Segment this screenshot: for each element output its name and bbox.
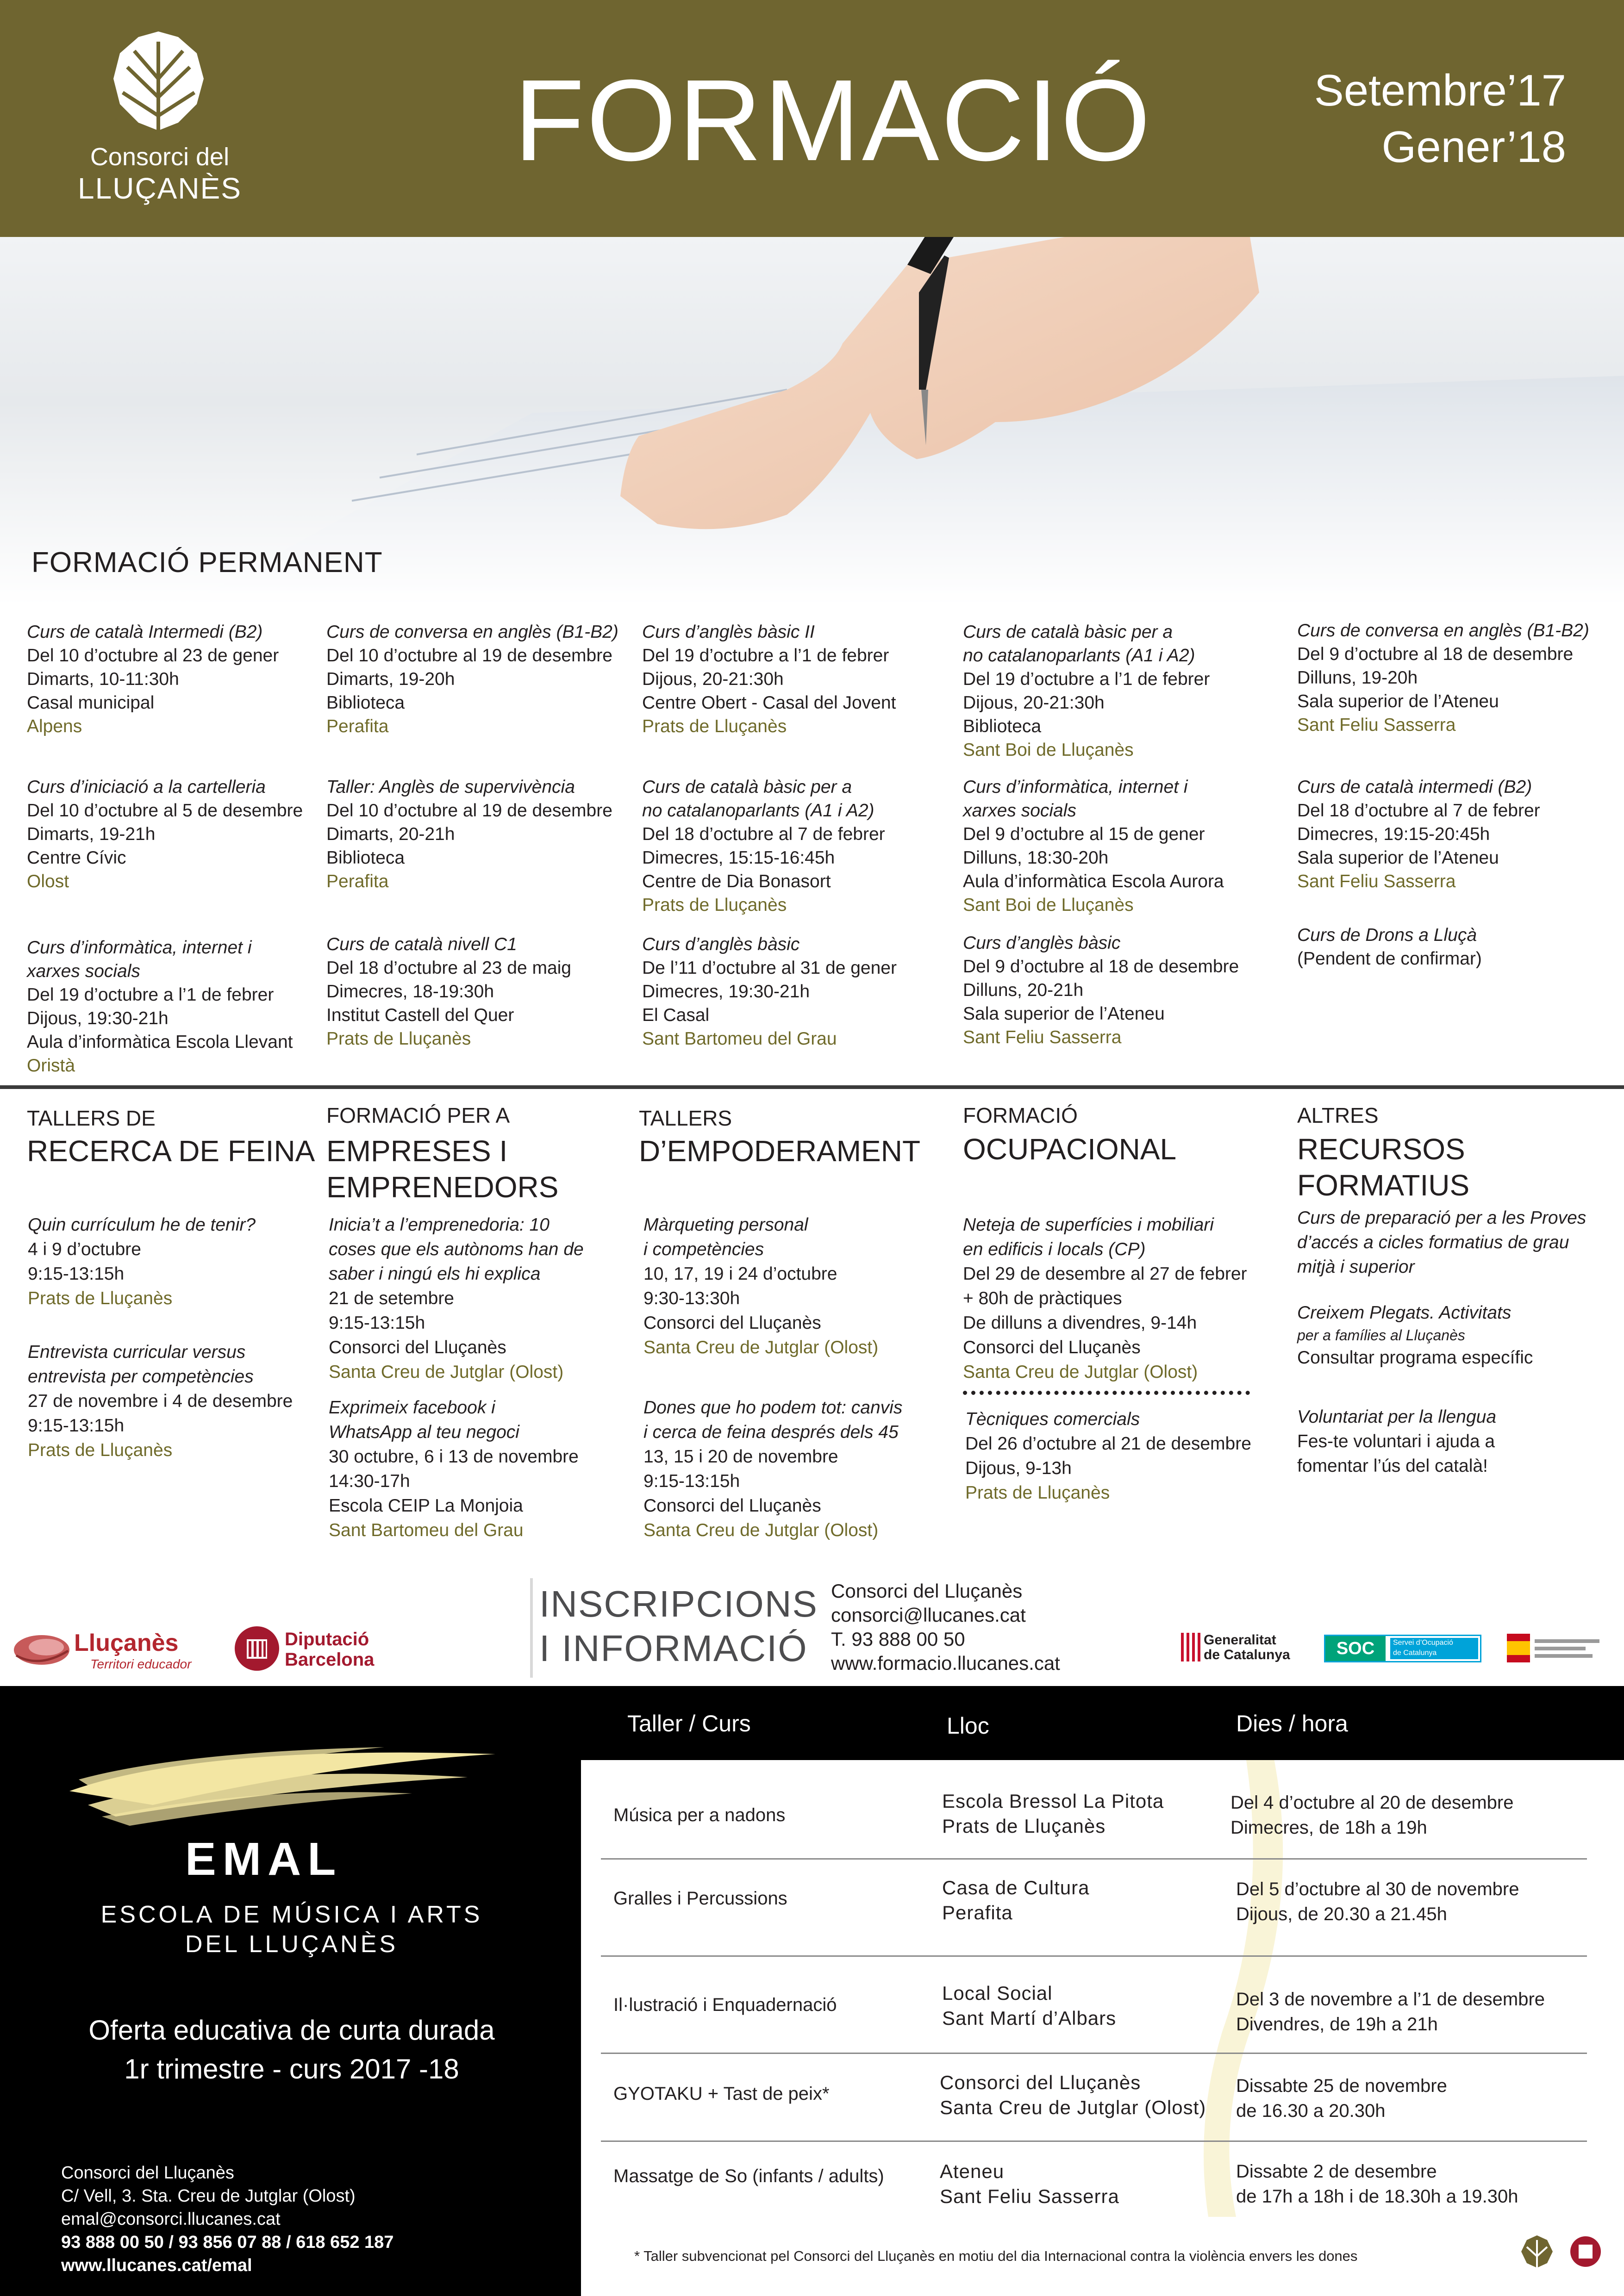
course-card [1297, 775, 1540, 893]
workshop-time: Dijous, 9-13h [965, 1458, 1072, 1478]
category-title-empreses [326, 1133, 558, 1205]
course-card [27, 620, 279, 738]
course-title: Curs de català intermedi (B2) [1297, 777, 1532, 797]
vertical-separator [530, 1578, 533, 1678]
course-town: Oristà [27, 1056, 75, 1076]
workshop-dates: 4 i 9 d’octubre [28, 1239, 141, 1259]
course-title: Curs d’anglès bàsic II [642, 622, 815, 642]
course-venue: Biblioteca [326, 848, 405, 868]
workshop-venue: Consorci del Lluçanès [329, 1338, 506, 1357]
course-schedule: Dijous, 20-21:30h [963, 693, 1105, 713]
course-venue: El Casal [642, 1005, 710, 1025]
course-town: Alpens [27, 716, 82, 736]
diputacio-line2: Barcelona [285, 1649, 375, 1670]
category-small-altres: ALTRES [1297, 1103, 1379, 1127]
table-place-line: Consorci del Lluçanès [940, 2072, 1141, 2093]
workshop-venue: Escola CEIP La Monjoia [329, 1496, 523, 1516]
course-card [642, 933, 897, 1051]
workshop-time: 9:30-13:30h [643, 1288, 740, 1308]
course-dates: Del 19 d’octubre a l’1 de febrer [963, 669, 1210, 689]
course-title: Curs d’anglès bàsic [642, 934, 800, 954]
course-card [963, 775, 1224, 917]
course-schedule: Dimarts, 10-11:30h [27, 669, 179, 689]
date-end: Gener’18 [1381, 122, 1566, 172]
course-title: Curs d’iniciació a la cartelleria [27, 777, 266, 797]
category-title-altres: RECURSOS FORMATIUS [1297, 1132, 1470, 1202]
course-town: Sant Feliu Sasserra [963, 1027, 1122, 1047]
table-days-line: Dijous, de 20.30 a 21.45h [1236, 1904, 1447, 1924]
emal-name: EMAL [185, 1833, 343, 1885]
workshop-town: Sant Bartomeu del Grau [329, 1520, 524, 1540]
resource-title: mitjà i superior [1297, 1257, 1415, 1277]
workshop-dates: 27 de novembre i 4 de desembre [28, 1391, 293, 1411]
course-title: Curs d’informàtica, internet i [963, 777, 1188, 797]
workshop-item [643, 1213, 878, 1360]
soc-logo [1324, 1635, 1481, 1662]
category-small-ocupacional: FORMACIÓ [963, 1103, 1078, 1127]
table-cell-place [942, 1875, 1090, 1925]
workshop-title: saber i ningú els hi explica [329, 1264, 541, 1284]
generalitat-line1: Generalitat [1204, 1632, 1276, 1648]
table-row-divider [601, 1858, 1587, 1860]
course-venue: Aula d’informàtica Escola Aurora [963, 871, 1224, 891]
workshop-town: Santa Creu de Jutglar (Olost) [643, 1338, 879, 1357]
workshop-dates: 30 octubre, 6 i 13 de novembre [329, 1447, 579, 1467]
category-title-line: EMPRESES I [326, 1134, 508, 1168]
ministry-logo-icon [1507, 1634, 1599, 1662]
course-schedule: Dimecres, 19:30-21h [642, 982, 810, 1002]
resource-title: Creixem Plegats. Activitats [1297, 1303, 1512, 1323]
course-town: Sant Boi de Lluçanès [963, 740, 1134, 760]
diputacio-seal-icon [234, 1625, 280, 1672]
resource-line: Consultar programa específic [1297, 1348, 1533, 1368]
course-dates: Del 10 d’octubre al 23 de gener [27, 646, 279, 666]
workshop-dates: 10, 17, 19 i 24 d’octubre [643, 1264, 837, 1284]
course-town: Sant Feliu Sasserra [1297, 871, 1456, 891]
workshop-dates: 13, 15 i 20 de novembre [643, 1447, 838, 1467]
workshop-item [965, 1407, 1251, 1505]
course-schedule: Dijous, 19:30-21h [27, 1008, 169, 1028]
workshop-title: coses que els autònoms han de [329, 1239, 584, 1259]
course-schedule: Dimecres, 15:15-16:45h [642, 848, 835, 868]
course-title: Curs de conversa en anglès (B1-B2) [1297, 621, 1589, 641]
emal-phones: 93 888 00 50 / 93 856 07 88 / 618 652 187 [61, 2233, 394, 2252]
course-title: Curs de català Intermedi (B2) [27, 622, 263, 642]
section-label-formacio-permanent: FORMACIÓ PERMANENT [31, 547, 383, 579]
workshop-town: Prats de Lluçanès [28, 1440, 173, 1460]
workshop-title: Entrevista curricular versus [28, 1342, 246, 1362]
resource-line: Fes-te voluntari i ajuda a [1297, 1431, 1495, 1451]
course-venue: Aula d’informàtica Escola Llevant [27, 1032, 293, 1052]
course-dates: Del 9 d’octubre al 18 de desembre [1297, 644, 1574, 664]
course-dates: Del 9 d’octubre al 15 de gener [963, 824, 1205, 844]
workshop-item [329, 1395, 579, 1543]
contact-web[interactable]: www.formacio.llucanes.cat [831, 1652, 1060, 1674]
table-place-line: Santa Creu de Jutglar (Olost) [940, 2097, 1206, 2118]
diputacio-logo-text [285, 1629, 374, 1670]
course-card [963, 931, 1239, 1049]
course-venue: Centre Obert - Casal del Jovent [642, 693, 896, 713]
workshop-item [329, 1213, 584, 1384]
course-venue: Centre Cívic [27, 848, 126, 868]
table-place-line: Local Social [942, 1982, 1053, 2004]
course-title-cont: no catalanoparlants (A1 i A2) [642, 801, 874, 821]
llucanes-logo-text: Lluçanès [74, 1630, 179, 1656]
table-cell-days [1236, 2159, 1518, 2209]
course-card [1297, 923, 1482, 971]
table-header-place: Lloc [947, 1713, 989, 1739]
logo-wordmark [69, 141, 250, 204]
course-town: Prats de Lluçanès [642, 895, 787, 915]
workshop-venue: Consorci del Lluçanès [963, 1338, 1141, 1357]
workshop-time: 9:15-13:15h [329, 1313, 425, 1333]
course-note: (Pendent de confirmar) [1297, 949, 1482, 969]
workshop-title: Dones que ho podem tot: canvis [643, 1398, 903, 1418]
dotted-divider [963, 1391, 1250, 1395]
course-venue: Sala superior de l’Ateneu [963, 1004, 1165, 1024]
date-start: Setembre’17 [1314, 66, 1566, 115]
course-schedule: Dilluns, 19-20h [1297, 668, 1418, 688]
table-header-course: Taller / Curs [627, 1711, 751, 1736]
soc-sub-line2: de Catalunya [1393, 1649, 1437, 1657]
table-days-line: Dissabte 2 de desembre [1236, 2161, 1437, 2182]
table-row-divider [601, 2140, 1587, 2142]
emal-offer-line1: Oferta educativa de curta durada [88, 2015, 495, 2046]
course-title-cont: xarxes socials [963, 801, 1076, 821]
course-dates: Del 10 d’octubre al 5 de desembre [27, 801, 303, 821]
inscripcions-line1: INSCRIPCIONS [539, 1583, 818, 1624]
workshop-title: Exprimeix facebook i [329, 1398, 495, 1418]
course-schedule: Dilluns, 20-21h [963, 980, 1084, 1000]
workshop-time: 14:30-17h [329, 1471, 410, 1491]
workshop-title: Inicia’t a l’emprenedoria: 10 [329, 1215, 550, 1235]
contact-org: Consorci del Lluçanès [831, 1580, 1023, 1602]
contact-email[interactable]: consorci@llucanes.cat [831, 1604, 1026, 1626]
workshop-venue: Consorci del Lluçanès [643, 1313, 821, 1333]
inscripcions-title [539, 1582, 818, 1671]
course-card [642, 775, 885, 917]
table-place-line: Prats de Lluçanès [942, 1815, 1106, 1837]
course-card [326, 775, 612, 893]
soc-logo-mark: SOC [1325, 1636, 1386, 1661]
course-town: Prats de Lluçanès [326, 1029, 471, 1049]
course-card [326, 620, 618, 738]
course-card [27, 775, 303, 893]
course-schedule: Dimarts, 20-21h [326, 824, 455, 844]
category-small-empreses: FORMACIÓ PER A [326, 1103, 510, 1127]
table-days-line: Dimecres, de 18h a 19h [1230, 1817, 1427, 1838]
course-venue: Sala superior de l’Ateneu [1297, 848, 1499, 868]
course-dates: Del 18 d’octubre al 7 de febrer [642, 824, 885, 844]
logo-line1: Consorci del [90, 143, 230, 171]
resource-title: Curs de preparació per a les Proves [1297, 1208, 1587, 1228]
course-venue: Biblioteca [326, 693, 405, 713]
resource-subtitle: per a famílies al Lluçanès [1297, 1327, 1465, 1344]
course-town: Perafita [326, 716, 389, 736]
inscripcions-line2: I INFORMACIÓ [539, 1628, 808, 1669]
emal-offer-line2: 1r trimestre - curs 2017 -18 [124, 2053, 459, 2084]
workshop-town: Prats de Lluçanès [28, 1288, 173, 1308]
emal-addr-org: Consorci del Lluçanès [61, 2163, 234, 2183]
table-place-line: Perafita [942, 1902, 1013, 1923]
resource-title: Voluntariat per la llengua [1297, 1407, 1497, 1427]
course-venue: Sala superior de l’Ateneu [1297, 691, 1499, 711]
workshop-town: Santa Creu de Jutglar (Olost) [329, 1362, 564, 1382]
course-schedule: Dimarts, 19-21h [27, 824, 156, 844]
course-card [963, 620, 1210, 762]
resource-line: fomentar l’ús del català! [1297, 1456, 1488, 1476]
workshop-item [28, 1213, 256, 1311]
workshop-time: De dilluns a divendres, 9-14h [963, 1313, 1197, 1333]
emal-subtitle [69, 1900, 514, 1959]
emal-addr-street: C/ Vell, 3. Sta. Creu de Jutglar (Olost) [61, 2186, 356, 2206]
table-days-line: de 17h a 18h i de 18.30h a 19.30h [1236, 2186, 1518, 2207]
course-dates: Del 18 d’octubre al 7 de febrer [1297, 801, 1540, 821]
table-days-line: Divendres, de 19h a 21h [1236, 2014, 1438, 2035]
workshop-time: 9:15-13:15h [28, 1416, 125, 1436]
workshop-item [963, 1213, 1247, 1384]
table-header-days: Dies / hora [1236, 1711, 1348, 1736]
llucanes-logo-sub: Territori educador [90, 1657, 192, 1671]
category-title-empoderament: D’EMPODERAMENT [639, 1134, 921, 1168]
date-range [1314, 62, 1566, 175]
category-small-recerca: TALLERS DE [27, 1106, 156, 1130]
table-cell-course: Il·lustració i Enquadernació [613, 1995, 837, 2015]
emal-web[interactable]: www.llucanes.cat/emal [61, 2256, 252, 2275]
consorci-leaf-logo-icon [109, 28, 208, 134]
course-title-cont: no catalanoparlants (A1 i A2) [963, 646, 1195, 666]
resource-item [1297, 1405, 1496, 1478]
table-days-line: Del 4 d’octubre al 20 de desembre [1230, 1792, 1514, 1813]
course-title-cont: xarxes socials [27, 961, 140, 981]
logo-line2: LLUÇANÈS [78, 172, 242, 205]
course-town: Sant Feliu Sasserra [1297, 715, 1456, 735]
course-town: Sant Boi de Lluçanès [963, 895, 1134, 915]
workshop-dates: Del 26 d’octubre al 21 de desembre [965, 1434, 1251, 1454]
section-divider [0, 1085, 1624, 1089]
course-card [326, 933, 571, 1051]
workshop-time: 9:15-13:15h [28, 1264, 125, 1284]
course-title: Curs de conversa en anglès (B1-B2) [326, 622, 618, 642]
category-title-line: EMPRENEDORS [326, 1170, 559, 1204]
generalitat-line2: de Catalunya [1204, 1647, 1290, 1662]
workshop-town: Prats de Lluçanès [965, 1483, 1110, 1503]
course-schedule: Dijous, 20-21:30h [642, 669, 784, 689]
table-days-line: de 16.30 a 20.30h [1236, 2101, 1386, 2121]
emal-address [61, 2161, 394, 2277]
table-cell-place [940, 2070, 1206, 2120]
table-cell-days [1236, 1987, 1545, 2037]
contact-phone: T. 93 888 00 50 [831, 1628, 965, 1650]
contact-block [831, 1579, 1060, 1675]
emal-addr-email[interactable]: emal@consorci.llucanes.cat [61, 2209, 281, 2229]
generalitat-flag-icon [1178, 1633, 1200, 1661]
course-schedule: Dimecres, 19:15-20:45h [1297, 824, 1490, 844]
table-cell-place [940, 2159, 1119, 2209]
course-dates: De l’11 d’octubre al 31 de gener [642, 958, 897, 978]
workshop-dates: 21 de setembre [329, 1288, 455, 1308]
table-place-line: Sant Martí d’Albars [942, 2007, 1117, 2029]
course-schedule: Dimecres, 18-19:30h [326, 982, 494, 1002]
course-venue: Institut Castell del Quer [326, 1005, 514, 1025]
course-dates: Del 10 d’octubre al 19 de desembre [326, 646, 612, 666]
workshop-time: 9:15-13:15h [643, 1471, 740, 1491]
soc-sub-line1: Servei d’Ocupació [1393, 1639, 1453, 1647]
workshop-practice: + 80h de pràctiques [963, 1288, 1122, 1308]
course-title: Curs de català nivell C1 [326, 934, 517, 954]
course-title: Curs d’anglès bàsic [963, 933, 1121, 953]
table-place-line: Sant Feliu Sasserra [940, 2185, 1119, 2207]
course-dates: Del 19 d’octubre a l’1 de febrer [27, 985, 274, 1005]
course-venue: Casal municipal [27, 693, 155, 713]
course-schedule: Dilluns, 18:30-20h [963, 848, 1109, 868]
course-title: Curs de català bàsic per a [642, 777, 852, 797]
table-place-line: Ateneu [940, 2160, 1005, 2182]
workshop-title: en edificis i locals (CP) [963, 1239, 1146, 1259]
generalitat-logo-text [1204, 1633, 1290, 1662]
table-row-divider [601, 2053, 1587, 2054]
table-cell-place [942, 1981, 1116, 2031]
workshop-item [643, 1395, 902, 1543]
diputacio-line1: Diputació [285, 1629, 369, 1649]
workshop-title: Tècniques comercials [965, 1409, 1140, 1429]
resource-item [1297, 1300, 1533, 1370]
workshop-title: i competències [643, 1239, 764, 1259]
course-town: Prats de Lluçanès [642, 716, 787, 736]
workshop-item [28, 1340, 293, 1462]
workshop-title: Màrqueting personal [643, 1215, 808, 1235]
table-place-line: Casa de Cultura [942, 1877, 1090, 1898]
course-card [1297, 619, 1589, 737]
workshop-town: Santa Creu de Jutglar (Olost) [643, 1520, 879, 1540]
course-title: Curs de Drons a Lluçà [1297, 925, 1477, 945]
course-dates: Del 18 d’octubre al 23 de maig [326, 958, 571, 978]
workshop-title: WhatsApp al teu negoci [329, 1422, 519, 1442]
workshop-title: entrevista per competències [28, 1367, 254, 1387]
course-dates: Del 9 d’octubre al 18 de desembre [963, 957, 1239, 977]
emal-offer [32, 2011, 551, 2089]
table-cell-days [1230, 1790, 1513, 1840]
emal-sub-line1: ESCOLA DE MÚSICA I ARTS [100, 1901, 483, 1928]
course-title: Curs d’informàtica, internet i [27, 938, 252, 958]
workshop-title: Quin currículum he de tenir? [28, 1215, 256, 1235]
table-footnote: * Taller subvencionat pel Consorci del Lluçanès en motiu del dia Internacional contra la violència envers les dones [634, 2248, 1358, 2264]
category-title-ocupacional: OCUPACIONAL [963, 1132, 1177, 1166]
course-schedule: Dimarts, 19-20h [326, 669, 455, 689]
table-days-line: Dissabte 25 de novembre [1236, 2076, 1447, 2096]
table-row-divider [601, 1955, 1587, 1957]
table-cell-course: Música per a nadons [613, 1805, 786, 1825]
emal-sub-line2: DEL LLUÇANÈS [185, 1931, 399, 1958]
emal-brushstroke-logo-icon [60, 1736, 505, 1828]
course-town: Olost [27, 871, 69, 891]
table-days-line: Del 5 d’octubre al 30 de novembre [1236, 1879, 1519, 1899]
table-cell-place [942, 1789, 1164, 1839]
course-venue: Biblioteca [963, 716, 1042, 736]
table-cell-days [1236, 1877, 1519, 1927]
table-days-line: Del 3 de novembre a l’1 de desembre [1236, 1989, 1545, 2010]
course-town: Perafita [326, 871, 389, 891]
course-town: Sant Bartomeu del Grau [642, 1029, 837, 1049]
course-venue: Centre de Dia Bonasort [642, 871, 831, 891]
course-card [27, 936, 293, 1077]
workshop-title: i cerca de feina després dels 45 [643, 1422, 899, 1442]
llucanes-territori-logo-icon [12, 1627, 72, 1671]
table-place-line: Escola Bressol La Pitota [942, 1790, 1164, 1812]
consorci-small-logo-icon [1518, 2233, 1555, 2275]
resource-title: d’accés a cicles formatius de grau [1297, 1232, 1569, 1252]
table-cell-course: Gralles i Percussions [613, 1888, 787, 1909]
workshop-venue: Consorci del Lluçanès [643, 1496, 821, 1516]
page-title: FORMACIÓ [514, 56, 1153, 185]
diputacio-small-seal-icon [1569, 2235, 1602, 2268]
course-dates: Del 10 d’octubre al 19 de desembre [326, 801, 612, 821]
course-card [642, 620, 896, 738]
workshop-title: Neteja de superfícies i mobiliari [963, 1215, 1214, 1235]
course-dates: Del 19 d’octubre a l’1 de febrer [642, 646, 889, 666]
workshop-dates: Del 29 de desembre al 27 de febrer [963, 1264, 1247, 1284]
table-cell-days [1236, 2073, 1447, 2123]
category-title-recerca: RECERCA DE FEINA [27, 1134, 315, 1168]
resource-item [1297, 1206, 1586, 1279]
soc-logo-sub [1390, 1638, 1478, 1659]
workshop-town: Santa Creu de Jutglar (Olost) [963, 1362, 1198, 1382]
table-cell-course: GYOTAKU + Tast de peix* [613, 2084, 830, 2104]
category-small-empoderament: TALLERS [639, 1106, 732, 1130]
course-title: Curs de català bàsic per a [963, 622, 1173, 642]
course-title: Taller: Anglès de supervivència [326, 777, 575, 797]
table-cell-course: Massatge de So (infants / adults) [613, 2166, 884, 2186]
